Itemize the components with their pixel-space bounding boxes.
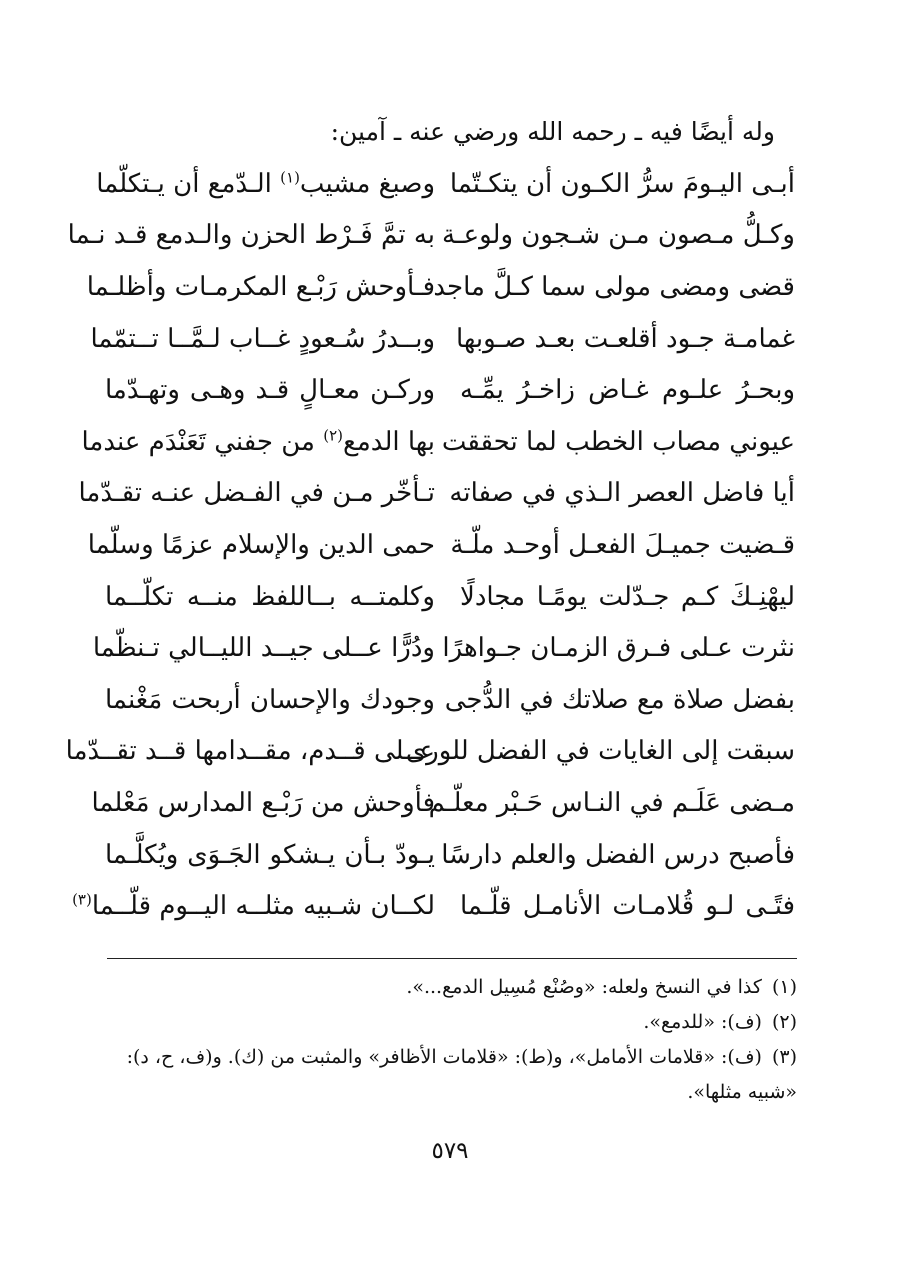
verse-second-hemistich: وكلمتــه بــاللفظ منــه تكلّــما	[105, 581, 435, 612]
verse-second-hemistich: فـأوحش رَبْـع المكرمـات وأظلـما	[86, 271, 435, 302]
verse-second-hemistich: ودُرًّا عــلى جيــد الليــالي تـنظّما	[92, 633, 435, 664]
verse-second-hemistich: وبــدرُ سُـعودٍ غــاب لـمَّــا تــتمّما	[90, 323, 435, 354]
verse	[105, 674, 795, 726]
verse	[81, 416, 795, 468]
verse	[90, 313, 795, 365]
hemistich-text-rest: الـدّمع أن يـتكلّما	[96, 168, 281, 199]
verse	[91, 777, 795, 829]
verse-first-hemistich: مـضى عَلَـم في النـاس حَـبْر معلّـم	[428, 787, 795, 818]
footnote-separator	[107, 958, 797, 959]
footnote	[107, 1005, 797, 1040]
page-number: ٥٧٩	[431, 1138, 469, 1164]
verse	[86, 261, 795, 313]
verse-first-hemistich: ليهْنِـكَ كـم جـدّلت يومًـا مجادلًا	[460, 581, 795, 612]
verse	[105, 571, 795, 623]
verse-second-hemistich	[81, 422, 435, 462]
verse-first-hemistich: غمامـة جـود أقلعـت بعـد صـوبها	[455, 323, 795, 354]
footnote-marker: (٢)	[323, 426, 344, 445]
verse	[87, 519, 795, 571]
verse-first-hemistich: قضى ومضى مولى سما كـلَّ ماجد	[433, 271, 795, 302]
verse-second-hemistich: فأوحش من رَبْـع المدارس مَعْلما	[91, 787, 435, 818]
verse-first-hemistich: أيا فاضل العصر الـذي في صفاته	[449, 478, 795, 509]
verse-first-hemistich: وبحـرُ علـوم غـاض زاخـرُ يمِّـه	[460, 375, 795, 406]
poem-introduction: وله أيضًا فيه ـ رحمه الله ورضي عنه ـ آمين:	[330, 117, 775, 146]
footnote-number: (١)	[771, 976, 797, 998]
verse-first-hemistich: نثرت عـلى فـرق الزمـان جـواهرًا	[442, 633, 795, 664]
verse-second-hemistich: حمى الدين والإسلام عزمًا وسلّما	[87, 529, 435, 560]
verse	[65, 726, 795, 778]
verse-first-hemistich: بفضل صلاة مع صلاتك في الدُّجى	[444, 684, 795, 715]
verse-second-hemistich: تـأخّر مـن في الفـضل عنـه تقـدّما	[78, 478, 435, 509]
footnote-text: (ف): «قلامات الأمامل»، و(ط): «قلامات الأظافر» والمثبت من (ك). و(ف، ح، د): «شبيه مثلها».	[126, 1046, 797, 1103]
verse-second-hemistich: به تمَّ فَـرْط الحزن والـدمع قـد نـما	[67, 220, 435, 251]
footnotes	[107, 970, 797, 1110]
verse-first-hemistich: سبقت إلى الغايات في الفضل للورى	[405, 736, 795, 767]
verse	[105, 364, 795, 416]
verse-first-hemistich: فتًـى لـو قُلامـات الأنامـل قلّـما	[460, 891, 795, 922]
verse	[78, 468, 795, 520]
verse-second-hemistich: وركـن معـالٍ قـد وهـى وتهـدّما	[105, 375, 435, 406]
footnote-marker: (١)	[280, 168, 300, 187]
hemistich-text: وصبغ مشيب	[299, 168, 435, 199]
footnote-number: (٢)	[771, 1011, 797, 1033]
footnote	[107, 970, 797, 1005]
poem	[65, 158, 795, 932]
verse-second-hemistich: عــلى قــدم، مقــدامها قــد تقــدّما	[65, 736, 435, 767]
footnote	[107, 1040, 797, 1110]
hemistich-text: بها الدمع	[343, 426, 435, 457]
footnote-marker: (٣)	[72, 890, 92, 909]
verse-second-hemistich: وجودك والإحسان أربحت مَغْنما	[105, 684, 435, 715]
verse-first-hemistich: عيوني مصاب الخطب لما تحققت	[441, 426, 795, 457]
verse-first-hemistich: قـضيت جميـلَ الفعـل أوحـد ملّـة	[450, 529, 795, 560]
verse	[96, 158, 795, 210]
verse-first-hemistich: فأصبح درس الفضل والعلم دارسًا	[441, 839, 795, 870]
verse-first-hemistich: أبـى اليـومَ سرُّ الكـون أن يتكـتّما	[449, 168, 795, 199]
verse-second-hemistich	[72, 886, 435, 926]
footnote-text: (ف): «للدمع».	[643, 1011, 762, 1033]
footnote-number: (٣)	[771, 1046, 797, 1068]
verse	[72, 880, 795, 932]
verse	[105, 829, 795, 881]
verse-second-hemistich	[96, 164, 435, 204]
footnote-text: كذا في النسخ ولعله: «وصُنْع مُسِيل الدمع...».	[406, 976, 762, 998]
verse	[67, 210, 795, 262]
hemistich-text: لكــان شـبيه مثلــه اليــوم قلّــما	[91, 891, 435, 922]
verse	[92, 622, 795, 674]
verse-first-hemistich: وكـلُّ مـصون مـن شـجون ولوعـة	[442, 220, 795, 251]
hemistich-text-rest: من جفني تَعَنْدَم عندما	[81, 426, 324, 457]
verse-second-hemistich: يـودّ بـأن يـشكو الجَـوَى ويُكلَّـما	[105, 839, 435, 870]
